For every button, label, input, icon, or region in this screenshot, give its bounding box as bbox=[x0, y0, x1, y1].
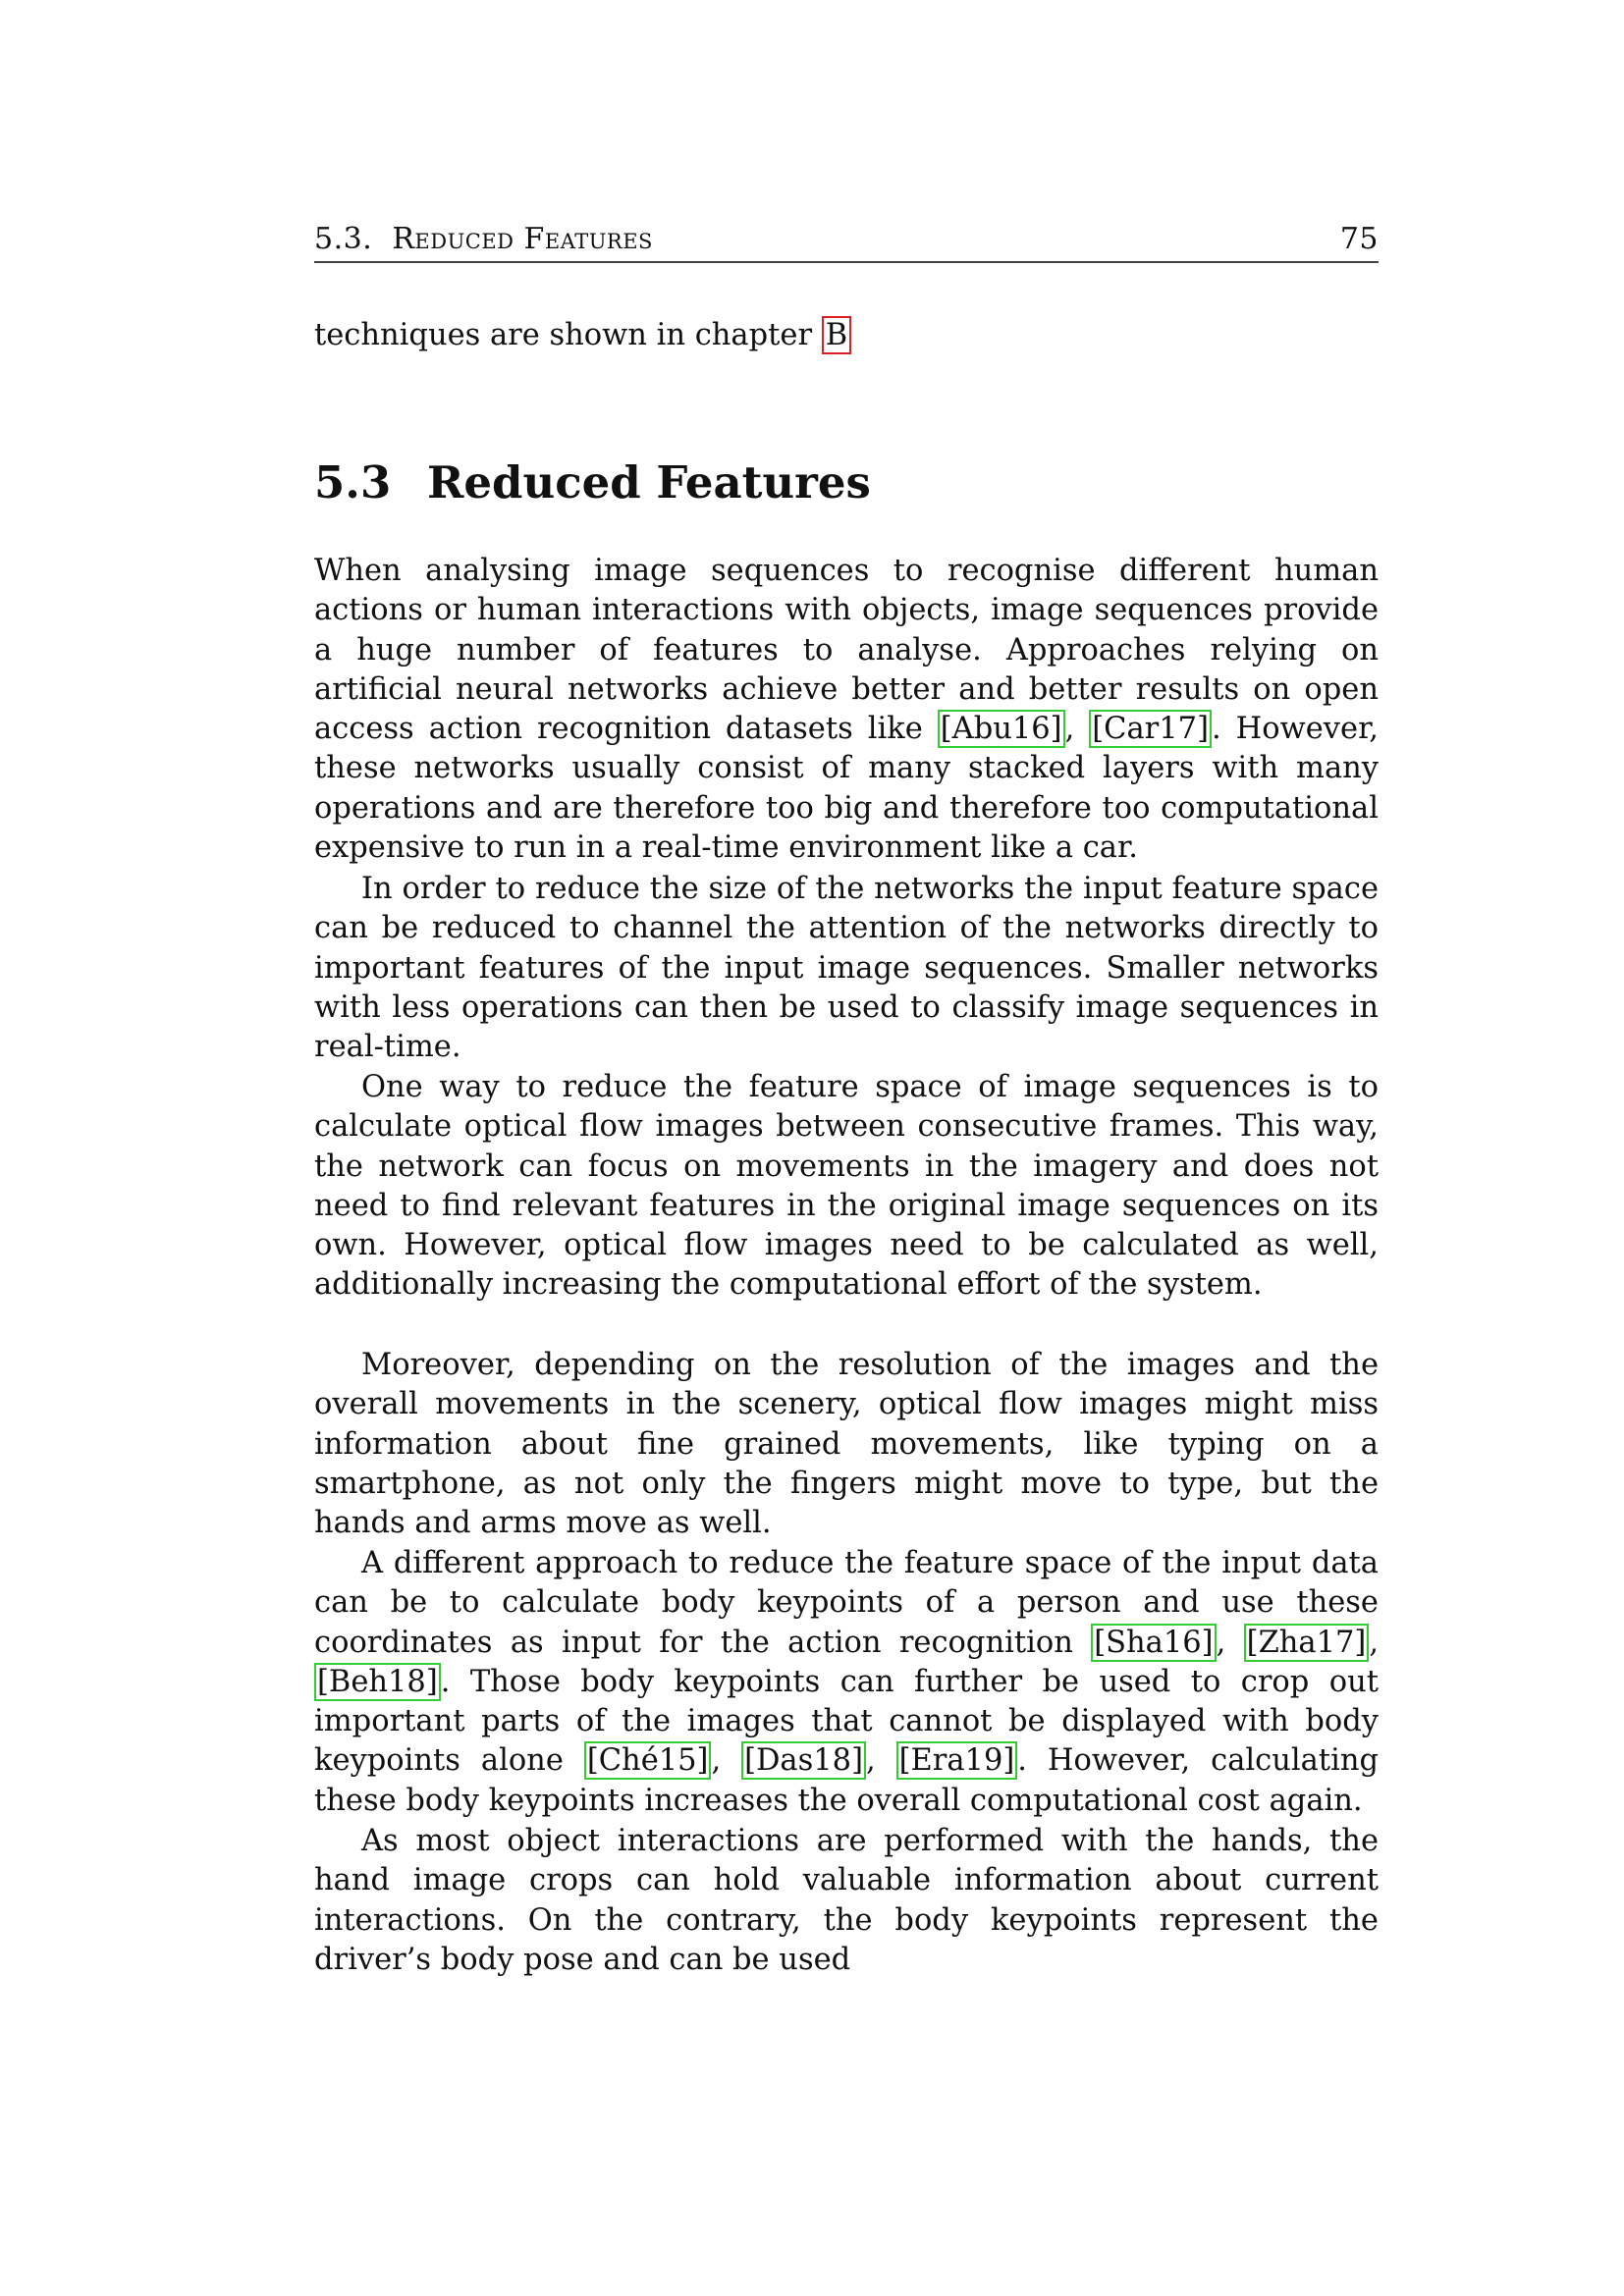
document-page bbox=[314, 0, 1379, 2296]
intro-line bbox=[314, 316, 1379, 355]
citation-link-zha17[interactable]: [Zha17] bbox=[1244, 1624, 1370, 1662]
citation-link-sha16[interactable]: [Sha16] bbox=[1091, 1624, 1216, 1662]
citation-link-beh18[interactable]: [Beh18] bbox=[314, 1663, 441, 1701]
paragraph-6: As most object interactions are performed with the hands, the hand image crops can hold valuable information about current interactions. On the contrary, the body keypoints represent the driver’s body pose and can be used bbox=[314, 1824, 1379, 1977]
paragraph-1-text-b: , bbox=[1064, 712, 1090, 747]
citation-link-das18[interactable]: [Das18] bbox=[741, 1741, 866, 1780]
paragraph-4: Moreover, depending on the resolution of the images and the overall movements in the scenery, optical flow images might miss information about fine grained movements, like typing on a smartphone, as not only the fingers might move to type, but the hands and arms move as well. bbox=[314, 1348, 1379, 1541]
paragraph-1-text-a: When analysing image sequences to recognise different human actions or human interactions with objects, image sequences provide a huge number of features to analyse. Approaches relying on artificial neural networks achieve better and better results on open access action recognition datasets like bbox=[314, 554, 1379, 747]
section-title: Reduced Features bbox=[427, 456, 871, 508]
paragraph-5-text-g: . However, calculating these body keypoints increases the overall computational cost again. bbox=[314, 1743, 1379, 1818]
intro-text: techniques are shown in chapter bbox=[314, 318, 822, 352]
running-header-section-title: Reduced Features bbox=[392, 222, 653, 256]
paragraph-5-text-e: , bbox=[711, 1743, 742, 1779]
citation-link-car17[interactable]: [Car17] bbox=[1089, 710, 1212, 748]
running-header-section-number: 5.3. bbox=[314, 222, 373, 256]
running-header-section bbox=[314, 218, 653, 261]
citation-link-che15[interactable]: [Ché15] bbox=[584, 1741, 712, 1780]
citation-link-era19[interactable]: [Era19] bbox=[896, 1741, 1018, 1780]
section-heading bbox=[314, 454, 1379, 512]
running-header bbox=[314, 218, 1379, 263]
citation-link-abu16[interactable]: [Abu16] bbox=[938, 710, 1065, 748]
paragraph-5 bbox=[314, 1544, 1379, 1821]
paragraph-5-text-f: , bbox=[865, 1743, 896, 1779]
paragraph-1 bbox=[314, 552, 1379, 868]
paragraph-5-text-a: A different approach to reduce the feature space of the input data can be to calculate body keypoints of a person and use these coordinates as input for the action recognition bbox=[314, 1546, 1379, 1660]
page-number: 75 bbox=[1339, 222, 1379, 256]
section-number: 5.3 bbox=[314, 456, 392, 508]
paragraph-5-text-d: . Those body keypoints can further be used to crop out important parts of the images that cannot be displayed with body keypoints alone bbox=[314, 1664, 1379, 1779]
paragraph-5-text-c: , bbox=[1369, 1625, 1380, 1660]
chapter-reference-link[interactable]: B bbox=[822, 316, 851, 354]
paragraph-5-text-b: , bbox=[1216, 1625, 1244, 1660]
paragraph-1-text-c: . However, these networks usually consist of many stacked layers with many operations and are therefore too big and therefore too computational expensive to run in a real-time environment like a car. bbox=[314, 712, 1379, 866]
paragraph-3: One way to reduce the feature space of image sequences is to calculate optical flow images between consecutive frames. This way, the network can focus on movements in the imagery and does not need to find relevant features in the original image sequences on its own. However, optical flow images need to be calculated as well, additionally increasing the computational effort of the system. bbox=[314, 1070, 1379, 1303]
paragraph-2: In order to reduce the size of the networks the input feature space can be reduced to channel the attention of the networks directly to important features of the input image sequences. Smaller networks with less operations can then be used to classify image sequences in real-time. bbox=[314, 872, 1379, 1065]
